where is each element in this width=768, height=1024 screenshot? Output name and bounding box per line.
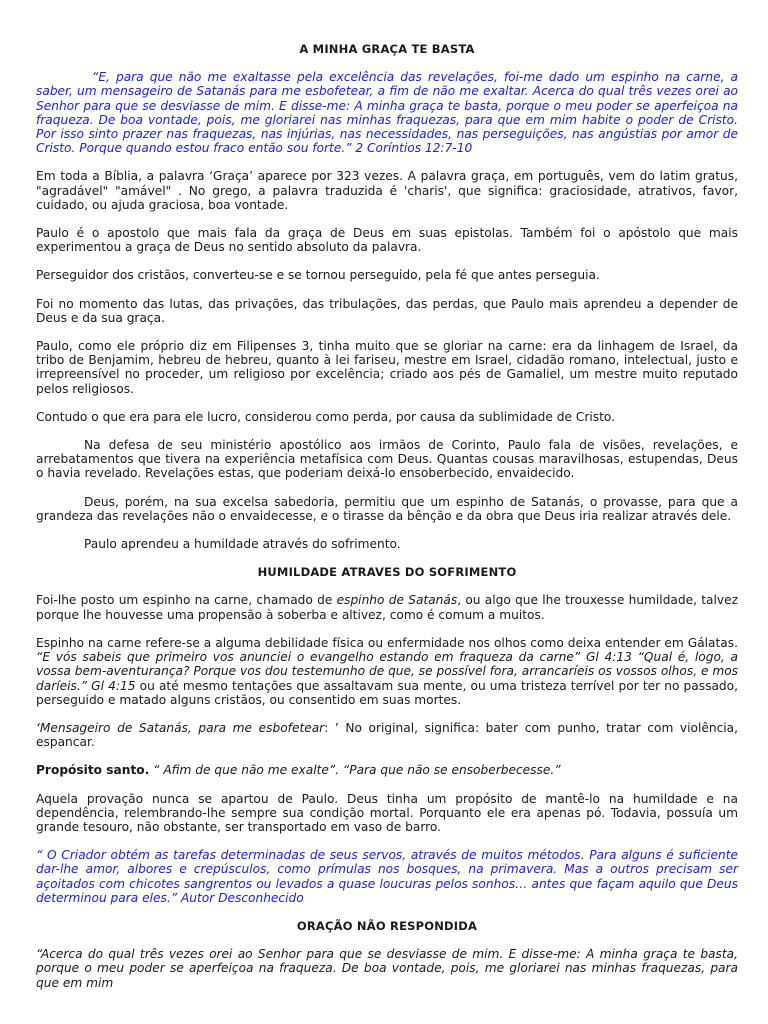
paragraph-galatas (36, 636, 738, 707)
heading-graca: A MINHA GRAÇA TE BASTA (299, 42, 475, 56)
paragraph-lutas: Foi no momento das lutas, das privações, das tribulações, das perdas, que Paulo mais aprendeu a depender de Deus e da sua graça. (36, 296, 738, 325)
paragraph-lucro: Contudo o que era para ele lucro, considerou como perda, por causa da sublimidade de Cristo. (36, 409, 615, 424)
emphasis-oracao: “Acerca do qual três vezes orei ao Senhor para que se desviasse de mim. E disse-me: A minha graça te basta, porque o meu poder se aperfeiçoa na fraqueza. De boa vontade, pois, me gloriarei nas minhas fraquezas, para que em mim (36, 947, 738, 990)
text-segment: , ou algo que lhe trouxesse humildade, talvez porque lhe houvesse uma propensão à soberba e altivez, como é comum a muitos. (36, 593, 738, 622)
emphasis-proposito: “ Afim de que não me exalte”. “Para que não se ensoberbecesse.” (149, 763, 561, 778)
emphasis-galatas-quote: “E vós sabeis que primeiro vos anunciei o evangelho estando em fraqueza da carne” Gl 4:13 “Qual é, logo, a vossa bem-aventurança? Porque vos dou testemunho de que, se possível fora, arrancaríeis os vossos olhos, e mos daríeis.” Gl 4:15 (36, 650, 738, 693)
emphasis-espinho: espinho de Satanás (336, 593, 458, 608)
emphasis-mensageiro: ‘Mensageiro de Satanás, para me esbofetear (36, 720, 325, 735)
paragraph-paulo-apostolo: Paulo é o apostolo que mais fala da graça de Deus em suas epistolas. Também foi o apóstolo que mais experimentou a graça de Deus no sentido absoluto da palavra. (36, 226, 738, 255)
text-segment: : ’ No original, significa: bater com punho, tratar com violência, espancar. (36, 720, 738, 750)
paragraph-humildade: Paulo aprendeu a humildade através do sofrimento. (84, 537, 401, 552)
paragraph-filipenses: Paulo, como ele próprio diz em Filipenses 3, tinha muito que se gloriar na carne: era da linhagem de Israel, da tribo de Benjamim, hebreu de hebreu, quanto à lei fariseu, mestre em Israel, cidadão romano, intelectual, justo e irrepreensível no proceder, um religioso por excelência; criado aos pés de Gamaliel, um mestre muito reputado pelos religiosos. (36, 339, 738, 396)
text-segment: Foi-lhe posto um espinho na carne, chamado de (36, 593, 337, 608)
heading-humildade: HUMILDADE ATRAVES DO SOFRIMENTO (257, 565, 517, 580)
text-segment: Espinho na carne refere-se a alguma debilidade física ou enfermidade nos olhos como deixa entender em Gálatas. (36, 635, 738, 650)
opening-scripture-quote: “E, para que não me exaltasse pela excelência das revelações, foi-me dado um espinho na carne, a saber, um mensageiro de Satanás para me esbofetear, a fim de não me exaltar. Acerca do qual três vezes orei ao Senhor para que se desviasse de mim. E disse-me: A minha graça te basta, porque o meu poder se aperfeiçoa na fraqueza. De boa vontade, pois, me gloriarei nas minhas fraquezas, para que em mim habite o poder de Cristo. Por isso sinto prazer nas fraquezas, nas injúrias, nas necessidades, nas perseguições, nas angústias por amor de Cristo. Porque quando estou fraco então sou forte.” 2 Coríntios 12:7-10 (36, 70, 738, 156)
heading-oracao: ORAÇÃO NÃO RESPONDIDA (296, 918, 478, 933)
paragraph-provacao: Aquela provação nunca se apartou de Paulo. Deus tinha um propósito de mantê-lo na humildade e na dependência, relembrando-lhe sempre sua condição mortal. Porquanto ele era apenas pó. Todavia, possuía um grande tesouro, não obstante, ser transportado em vaso de barro. (36, 791, 738, 834)
paragraph-sabedoria: Deus, porém, na sua excelsa sabedoria, permitiu que um espinho de Satanás, o provasse, para que a grandeza das revelações não o envaidecesse, e o tirasse da bênção e da obra que Deus iria realizar através dele. (36, 494, 738, 523)
author-quote: “ O Criador obtém as tarefas determinadas de seus servos, através de muitos métodos. Para alguns é suficiente dar-lhe amor, albores e crepúsculos, como prímulas nos bosques, na primavera. Mas a outros precisam ser açoitados com chicotes sangrentos ou levados a quase loucuras pelos sonhos… antes que façam aquilo que Deus determinou para eles.” Autor Desconhecido (36, 848, 738, 905)
text-segment: ou até mesmo tentações que assaltavam sua mente, ou uma tristeza terrível por ter no passado, perseguido e matado alguns cristãos, ou consentido em suas mortes. (36, 678, 738, 707)
label-proposito: Propósito santo. (36, 763, 150, 778)
paragraph-perseguidor: Perseguidor dos cristãos, converteu-se e se tornou perseguido, pela fé que antes perseguia. (36, 268, 600, 283)
paragraph-espinho (36, 593, 738, 621)
paragraph-ministerio: Na defesa de seu ministério apostólico aos irmãos de Corinto, Paulo fala de visões, revelações, e arrebatamentos que tivera na experiência metafísica com Deus. Quantas cousas maravilhosas, estupendas, Deus o havia revelado. Revelações estas, que poderiam deixá-lo ensoberbecido, envaidecido. (36, 438, 738, 481)
paragraph-mensageiro (36, 721, 738, 749)
paragraph-proposito (36, 763, 738, 777)
paragraph-oracao (36, 947, 738, 990)
paragraph-graca-biblia: Em toda a Bíblia, a palavra ‘Graça’ aparece por 323 vezes. A palavra graça, em português, vem do latim gratus, "agradável" "amável" . No grego, a palavra traduzida é 'charis', que significa: graciosidade, atrativos, favor, cuidado, ou ajuda graciosa, boa vontade. (36, 169, 738, 212)
